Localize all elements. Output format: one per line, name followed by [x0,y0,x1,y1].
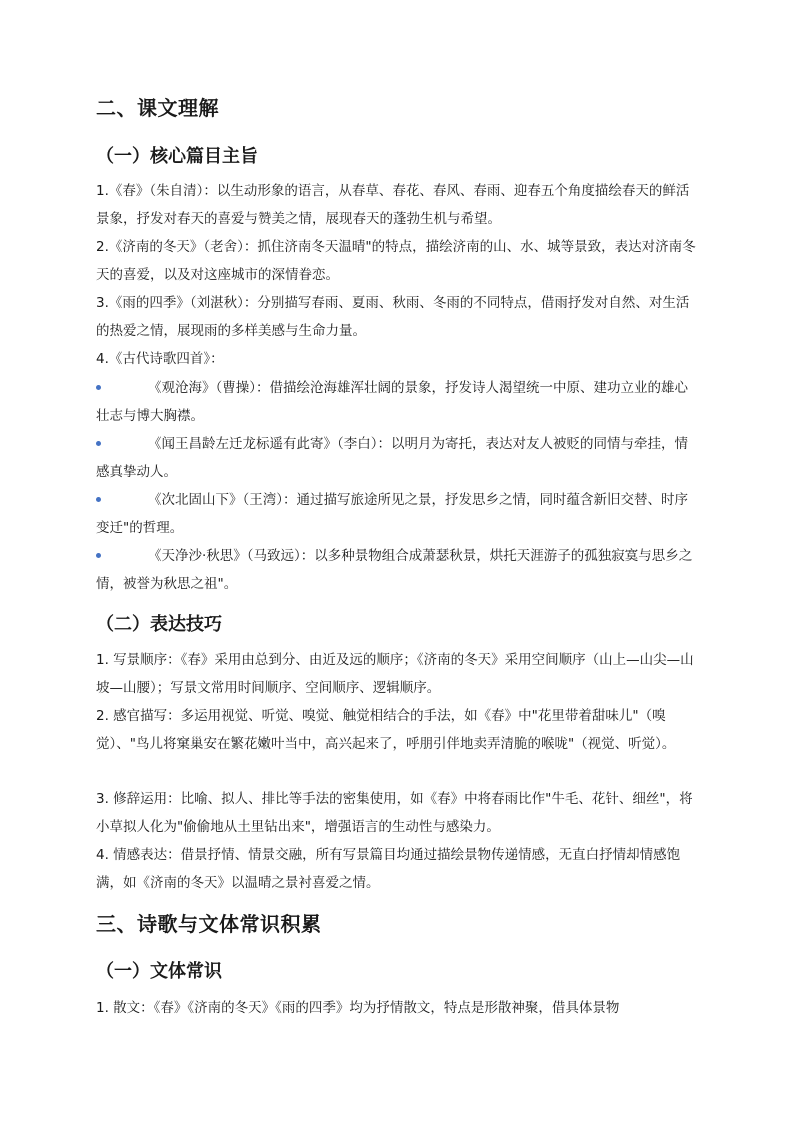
bullet-item [96,542,698,598]
paragraph-emotion: 4. 情感表达：借景抒情、情景交融，所有写景篇目均通过描绘景物传递情感，无直白抒情却情感饱满，如《济南的冬天》以温晴之景衬喜爱之情。 [96,847,681,891]
bullet-item [96,430,698,486]
subheading-genre: （一）文体常识 [96,961,222,982]
subheading-core-themes: （一）核心篇目主旨 [96,146,258,167]
paragraph-rain-seasons: 3.《雨的四季》（刘湛秋）：分别描写春雨、夏雨、秋雨、冬雨的不同特点，借雨抒发对自然、对生活的热爱之情，展现雨的多样美感与生命力量。 [96,295,690,339]
paragraph-rhetoric: 3. 修辞运用：比喻、拟人、排比等手法的密集使用，如《春》中将春雨比作"牛毛、花针、细丝"，将小草拟人化为"偷偷地从土里钻出来"，增强语言的生动性与感染力。 [96,791,693,835]
section-heading-2: 二、课文理解 [96,96,219,120]
bullet-text: 《天净沙·秋思》（马致远）：以多种景物组合成萧瑟秋景，烘托天涯游子的孤独寂寞与思乡之情，被誉为秋思之祖"。 [96,548,693,592]
bullet-text: 《次北固山下》（王湾）：通过描写旅途所见之景，抒发思乡之情，同时蕴含新旧交替、时序变迁"的哲理。 [96,492,688,536]
bullet-icon [96,441,101,446]
paragraph-jinan-winter: 2.《济南的冬天》（老舍）：抓住济南冬天温晴"的特点，描绘济南的山、水、城等景致，表达对济南冬天的喜爱，以及对这座城市的深情眷恋。 [96,239,696,283]
subheading-techniques: （二）表达技巧 [96,614,222,635]
bullet-item [96,374,698,430]
paragraph-prose: 1. 散文：《春》《济南的冬天》《雨的四季》均为抒情散文，特点是形散神聚，借具体景物 [96,1000,620,1016]
paragraph-senses: 2. 感官描写：多运用视觉、听觉、嗅觉、触觉相结合的手法，如《春》中"花里带着甜味儿"（嗅觉）、"鸟儿将窠巢安在繁花嫩叶当中，高兴起来了，呼朋引伴地卖弄清脆的喉咙"（视觉、听觉）。 [96,708,676,752]
paragraph-chun: 1.《春》（朱自清）：以生动形象的语言，从春草、春花、春风、春雨、迎春五个角度描绘春天的鲜活景象，抒发对春天的喜爱与赞美之情，展现春天的蓬勃生机与希望。 [96,183,690,227]
section-heading-3: 三、诗歌与文体常识积累 [96,912,322,936]
paragraph-scene-order: 1. 写景顺序：《春》采用由总到分、由近及远的顺序；《济南的冬天》采用空间顺序（山上—山尖—山坡—山腰）；写景文常用时间顺序、空间顺序、逻辑顺序。 [96,652,694,696]
bullet-icon [96,385,101,390]
bullet-icon [96,553,101,558]
paragraph-ancient-poems: 4.《古代诗歌四首》： [96,351,224,367]
bullet-item [96,486,698,542]
bullet-text: 《观沧海》（曹操）：借描绘沧海雄浑壮阔的景象，抒发诗人渴望统一中原、建功立业的雄心壮志与博大胸襟。 [96,380,688,424]
bullet-text: 《闻王昌龄左迁龙标遥有此寄》（李白）：以明月为寄托，表达对友人被贬的同情与牵挂，情感真挚动人。 [96,436,688,480]
bullet-icon [96,497,101,502]
